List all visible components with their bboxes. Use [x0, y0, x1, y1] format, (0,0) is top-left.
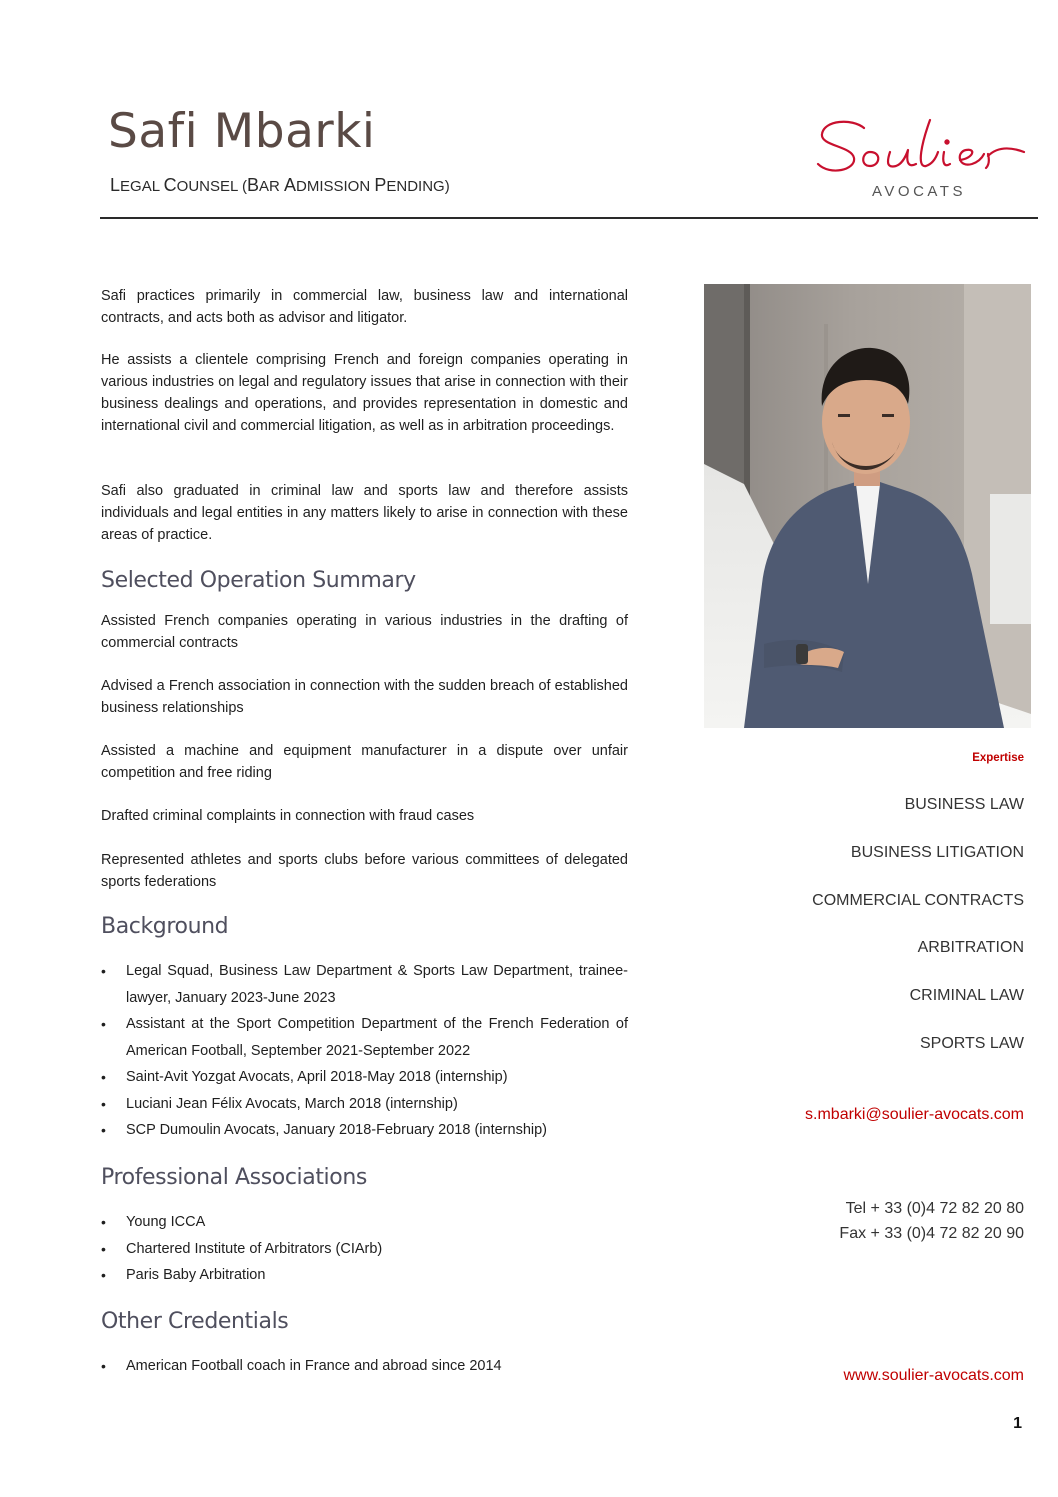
- background-item: • Assistant at the Sport Competition Department of the French Federation of American Football, September 2021-September 2022: [101, 1011, 628, 1064]
- job-title-part: A: [283, 175, 296, 195]
- credentials-list: [101, 1353, 628, 1380]
- operation-item: Assisted a machine and equipment manufacturer in a dispute over unfair competition and free riding: [101, 743, 628, 781]
- associations-list: [101, 1209, 628, 1289]
- section-heading-associations: Professional Associations: [101, 1165, 367, 1190]
- portrait-photo: [704, 284, 1031, 728]
- intro-paragraph-2: He assists a clientele comprising French and foreign companies operating in various industries on legal and regulatory issues that arise in connection with their business dealings and operations, and provides representation in domestic and international civil and commercial litigation, as well as in arbitration proceedings.: [101, 352, 628, 434]
- association-item: • Chartered Institute of Arbitrators (CIArb): [101, 1236, 628, 1263]
- expertise-item: CRIMINAL LAW: [909, 987, 1024, 1004]
- intro-paragraph-1: Safi practices primarily in commercial law, business law and international contracts, and acts both as advisor and litigator.: [101, 288, 628, 326]
- background-item: • Luciani Jean Félix Avocats, March 2018 (internship): [101, 1091, 628, 1118]
- job-title: [110, 175, 450, 196]
- page-number: 1: [1013, 1415, 1022, 1432]
- expertise-item: BUSINESS LAW: [904, 796, 1024, 813]
- job-title-part: ENDING): [386, 178, 450, 195]
- background-list: [101, 958, 628, 1144]
- header-divider: [100, 217, 1038, 219]
- email-link[interactable]: s.mbarki@soulier-avocats.com: [805, 1106, 1024, 1123]
- logo-subtitle: AVOCATS: [872, 183, 966, 200]
- expertise-item: COMMERCIAL CONTRACTS: [812, 892, 1024, 909]
- background-item: • Saint-Avit Yozgat Avocats, April 2018-May 2018 (internship): [101, 1064, 628, 1091]
- background-item: • SCP Dumoulin Avocats, January 2018-February 2018 (internship): [101, 1117, 628, 1144]
- association-item: • Young ICCA: [101, 1209, 628, 1236]
- phone-number: Tel + 33 (0)4 72 82 20 80: [845, 1200, 1024, 1217]
- expertise-title: Expertise: [972, 752, 1024, 764]
- expertise-item: SPORTS LAW: [919, 1035, 1024, 1052]
- section-heading-credentials: Other Credentials: [101, 1309, 289, 1334]
- section-heading-operations: Selected Operation Summary: [101, 568, 416, 593]
- job-title-part: DMISSION: [296, 178, 375, 195]
- operation-item: Drafted criminal complaints in connection with fraud cases: [101, 808, 475, 824]
- job-title-part: B: [246, 175, 259, 195]
- section-heading-background: Background: [101, 914, 229, 939]
- expertise-item: ARBITRATION: [917, 939, 1024, 956]
- job-title-part: L: [110, 175, 121, 195]
- background-item: • Legal Squad, Business Law Department & Sports Law Department, trainee-lawyer, January 2023-June 2023: [101, 958, 628, 1011]
- website-link[interactable]: www.soulier-avocats.com: [843, 1367, 1024, 1384]
- person-name: Safi Mbarki: [108, 104, 376, 159]
- association-item: • Paris Baby Arbitration: [101, 1262, 628, 1289]
- job-title-part: OUNSEL (: [176, 178, 247, 195]
- operation-item: Assisted French companies operating in various industries in the drafting of commercial contracts: [101, 613, 628, 651]
- job-title-part: EGAL: [120, 178, 164, 195]
- expertise-item: BUSINESS LITIGATION: [850, 844, 1024, 861]
- operation-item: Represented athletes and sports clubs before various committees of delegated sports federations: [101, 852, 628, 890]
- fax-number: Fax + 33 (0)4 72 82 20 90: [839, 1225, 1024, 1242]
- credential-item: • American Football coach in France and abroad since 2014: [101, 1353, 628, 1380]
- job-title-part: AR: [258, 178, 284, 195]
- intro-paragraph-3: Safi also graduated in criminal law and sports law and therefore assists individuals and legal entities in any matters likely to arise in connection with these areas of practice.: [101, 483, 628, 543]
- job-title-part: P: [374, 175, 387, 195]
- operation-item: Advised a French association in connection with the sudden breach of established business relationships: [101, 678, 628, 716]
- job-title-part: C: [163, 175, 177, 195]
